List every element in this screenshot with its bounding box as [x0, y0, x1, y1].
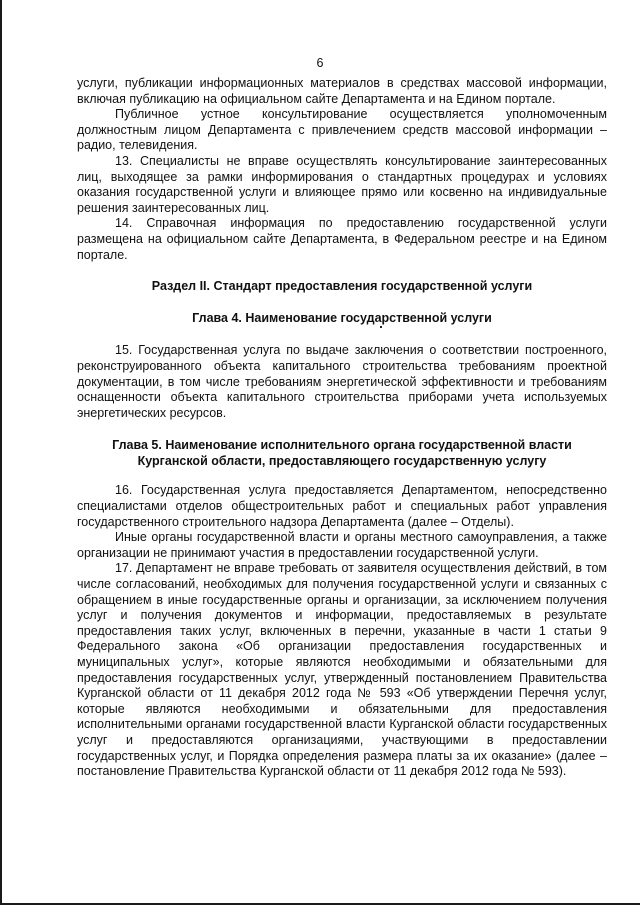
chapter-5-heading-line1: Глава 5. Наименование исполнительного органа государственной власти [112, 438, 572, 453]
paragraph-13: 13. Специалисты не вправе осуществлять консультирование заинтересованных лиц, выходящее за рамки информирования о стандартных процедурах и условиях оказания государственной услуги и влияющее прямо или косвенно на индивидуальные решения заинтересованных лиц. [77, 153, 607, 215]
paragraph-public-consulting: Публичное устное консультирование осуществляется уполномоченным должностным лицом Департамента с привлечением средств массовой информации – радио, телевидения. [77, 107, 607, 153]
page-number: 6 [316, 56, 324, 70]
document-body [77, 76, 607, 780]
paragraph-continuation: услуги, публикации информационных материалов в средствах массовой информации, включая публикацию на официальном сайте Департамента и на Едином портале. [77, 76, 607, 106]
paragraph-17: 17. Департамент не вправе требовать от заявителя осуществления действий, в том числе согласований, необходимых для получения государственной услуги и связанных с обращением в иные государственные органы и организации, за исключением получения услуг и получения документов и информации, предоставляемых в результате предоставления таких услуг, включенных в перечни, указанные в части 1 статьи 9 Федерального закона «Об организации предоставления государственных и муниципальных услуг», которые являются необходимыми и обязательными для предоставления государственных услуг, утвержденный постановлением Правительства Курганской области от 11 декабря 2012 года № 593 «Об утверждении Перечня услуг, которые являются необходимыми и обязательными для предоставления исполнительными органами государственной власти Курганской области государственных услуг и предоставляются организациями, участвующими в предоставлении государственных услуг, и Порядка определения размера платы за их оказание» (далее – постановление Правительства Курганской области от 11 декабря 2012 года № 593). [77, 561, 607, 779]
paragraph-16: 16. Государственная услуга предоставляется Департаментом, непосредственно специалистами отделов общестроительных работ и специальных работ управления государственного строительного надзора Департамента (далее – Отделы). [77, 483, 607, 529]
chapter-5-heading [77, 438, 607, 469]
scan-left-edge [0, 0, 2, 905]
paragraph-15: 15. Государственная услуга по выдаче заключения о соответствии построенного, реконструированного объекта капитального строительства требованиям проектной документации, в том числе требованиям энергетической эффективности и требованиям оснащенности объекта капитального строительства приборами учета используемых энергетических ресурсов. [77, 343, 607, 420]
chapter-4-heading: Глава 4. Наименование государственной услуги [192, 310, 492, 325]
chapter-5-heading-line2: Курганской области, предоставляющего государственную услугу [137, 453, 547, 468]
paragraph-other-bodies: Иные органы государственной власти и органы местного самоуправления, а также организации не принимают участия в предоставлении государственной услуги. [77, 530, 607, 560]
section-heading: Раздел II. Стандарт предоставления государственной услуги [151, 279, 533, 294]
paragraph-14: 14. Справочная информация по предоставлению государственной услуги размещена на официальном сайте Департамента, в Федеральном реестре и на Едином портале. [77, 216, 607, 262]
